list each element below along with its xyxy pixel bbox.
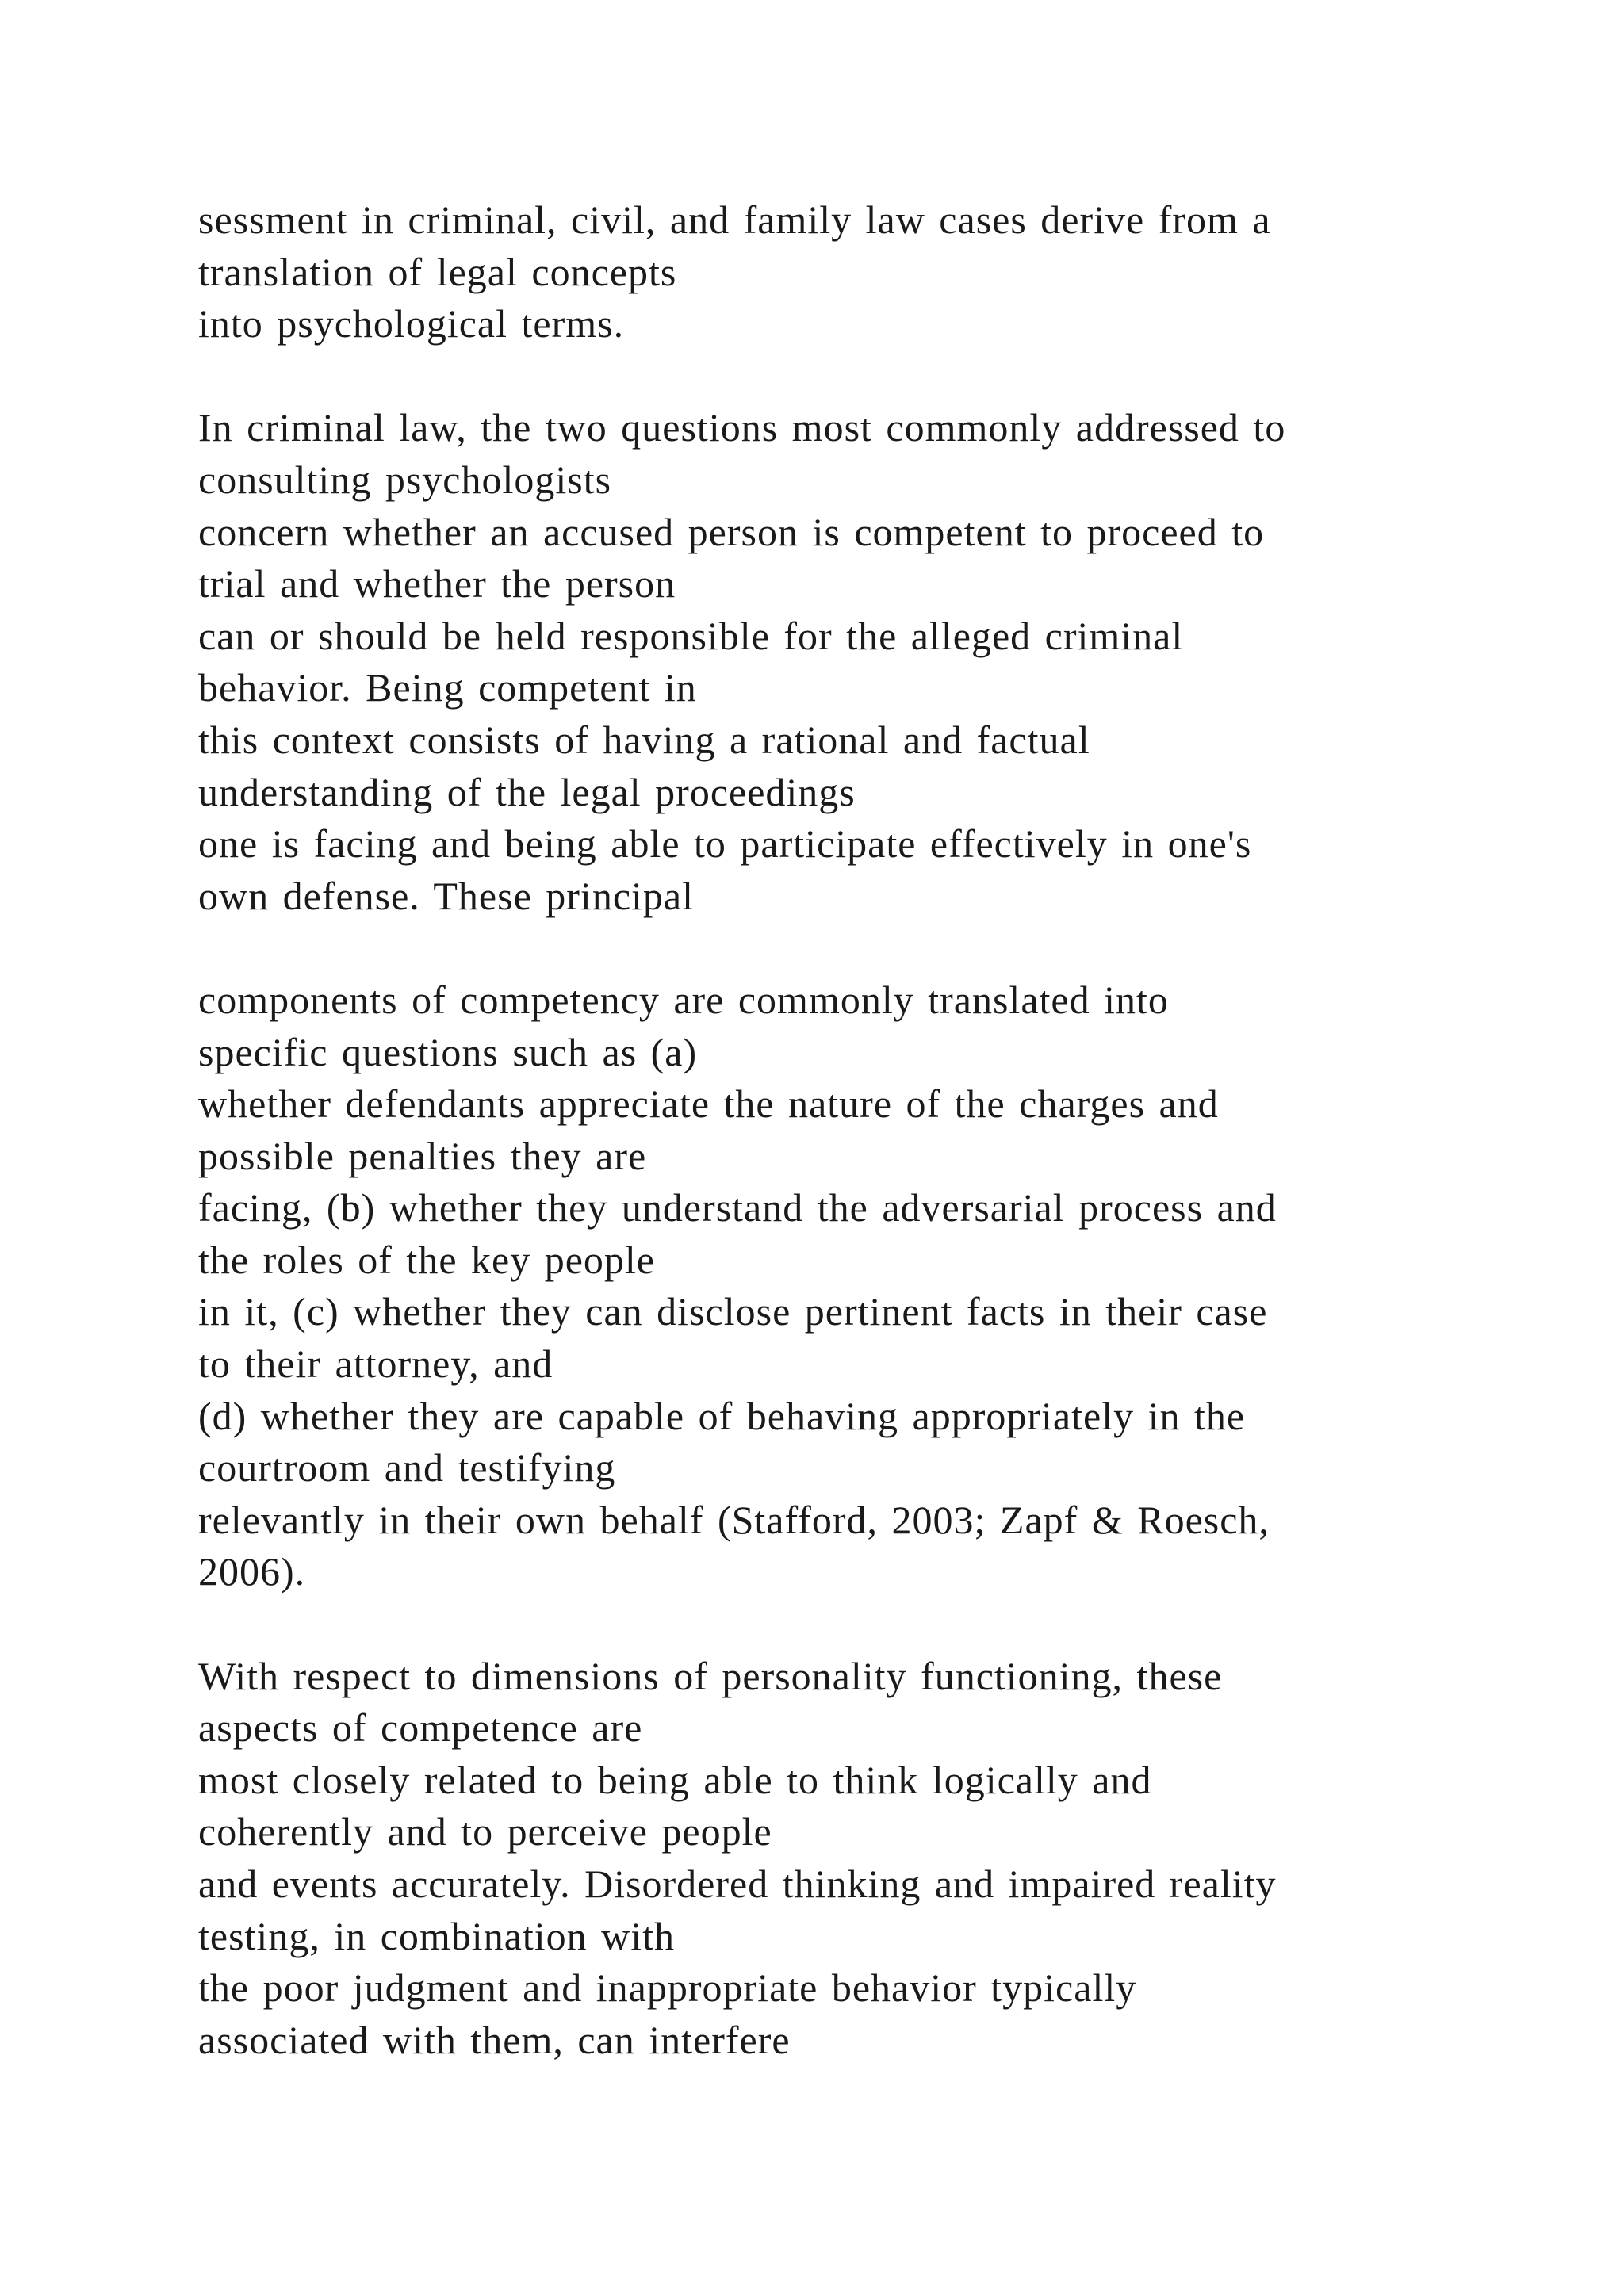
text-line: courtroom and testifying (198, 1445, 616, 1490)
text-line: can or should be held responsible for the alleged criminal (198, 613, 1184, 658)
text-line: components of competency are commonly translated into (198, 977, 1169, 1022)
text-line: With respect to dimensions of personality functioning, these (198, 1653, 1223, 1698)
text-line: relevantly in their own behalf (Stafford, 2003; Zapf & Roesch, (198, 1497, 1270, 1542)
text-line: translation of legal concepts (198, 249, 677, 294)
text-line: own defense. These principal (198, 873, 694, 918)
paragraph-spacer (198, 1598, 1435, 1651)
paragraph (198, 402, 1435, 922)
text-line: consulting psychologists (198, 457, 612, 502)
text-line: associated with them, can interfere (198, 2017, 791, 2062)
text-line: possible penalties they are (198, 1133, 647, 1178)
paragraph-spacer (198, 922, 1435, 974)
text-line: one is facing and being able to participate effectively in one's (198, 821, 1252, 867)
text-line: facing, (b) whether they understand the adversarial process and (198, 1185, 1277, 1230)
text-line: the poor judgment and inappropriate behavior typically (198, 1965, 1137, 2011)
text-line: to their attorney, and (198, 1341, 553, 1387)
text-line: concern whether an accused person is competent to proceed to (198, 509, 1265, 554)
text-line: sessment in criminal, civil, and family law cases derive from a (198, 197, 1271, 242)
paragraph (198, 1651, 1435, 2067)
paragraph (198, 974, 1435, 1598)
paragraph (198, 194, 1435, 350)
text-line: 2006). (198, 1549, 306, 1594)
text-line: into psychological terms. (198, 301, 625, 346)
text-line: specific questions such as (a) (198, 1029, 698, 1074)
text-line: whether defendants appreciate the nature of the charges and (198, 1081, 1219, 1127)
text-line: (d) whether they are capable of behaving appropriately in the (198, 1393, 1246, 1438)
text-line: aspects of competence are (198, 1705, 643, 1751)
text-line: trial and whether the person (198, 561, 676, 607)
text-line: testing, in combination with (198, 1913, 676, 1958)
text-line: understanding of the legal proceedings (198, 769, 856, 814)
text-line: in it, (c) whether they can disclose pertinent facts in their case (198, 1289, 1268, 1334)
text-line: In criminal law, the two questions most commonly addressed to (198, 405, 1286, 450)
paragraph-spacer (198, 350, 1435, 403)
text-line: the roles of the key people (198, 1237, 655, 1282)
text-line: this context consists of having a rational and factual (198, 717, 1090, 762)
text-line: most closely related to being able to think logically and (198, 1757, 1152, 1802)
text-line: and events accurately. Disordered thinking and impaired reality (198, 1862, 1277, 1906)
text-line: coherently and to perceive people (198, 1809, 772, 1854)
text-line: behavior. Being competent in (198, 665, 697, 710)
document-body (198, 194, 1435, 2066)
